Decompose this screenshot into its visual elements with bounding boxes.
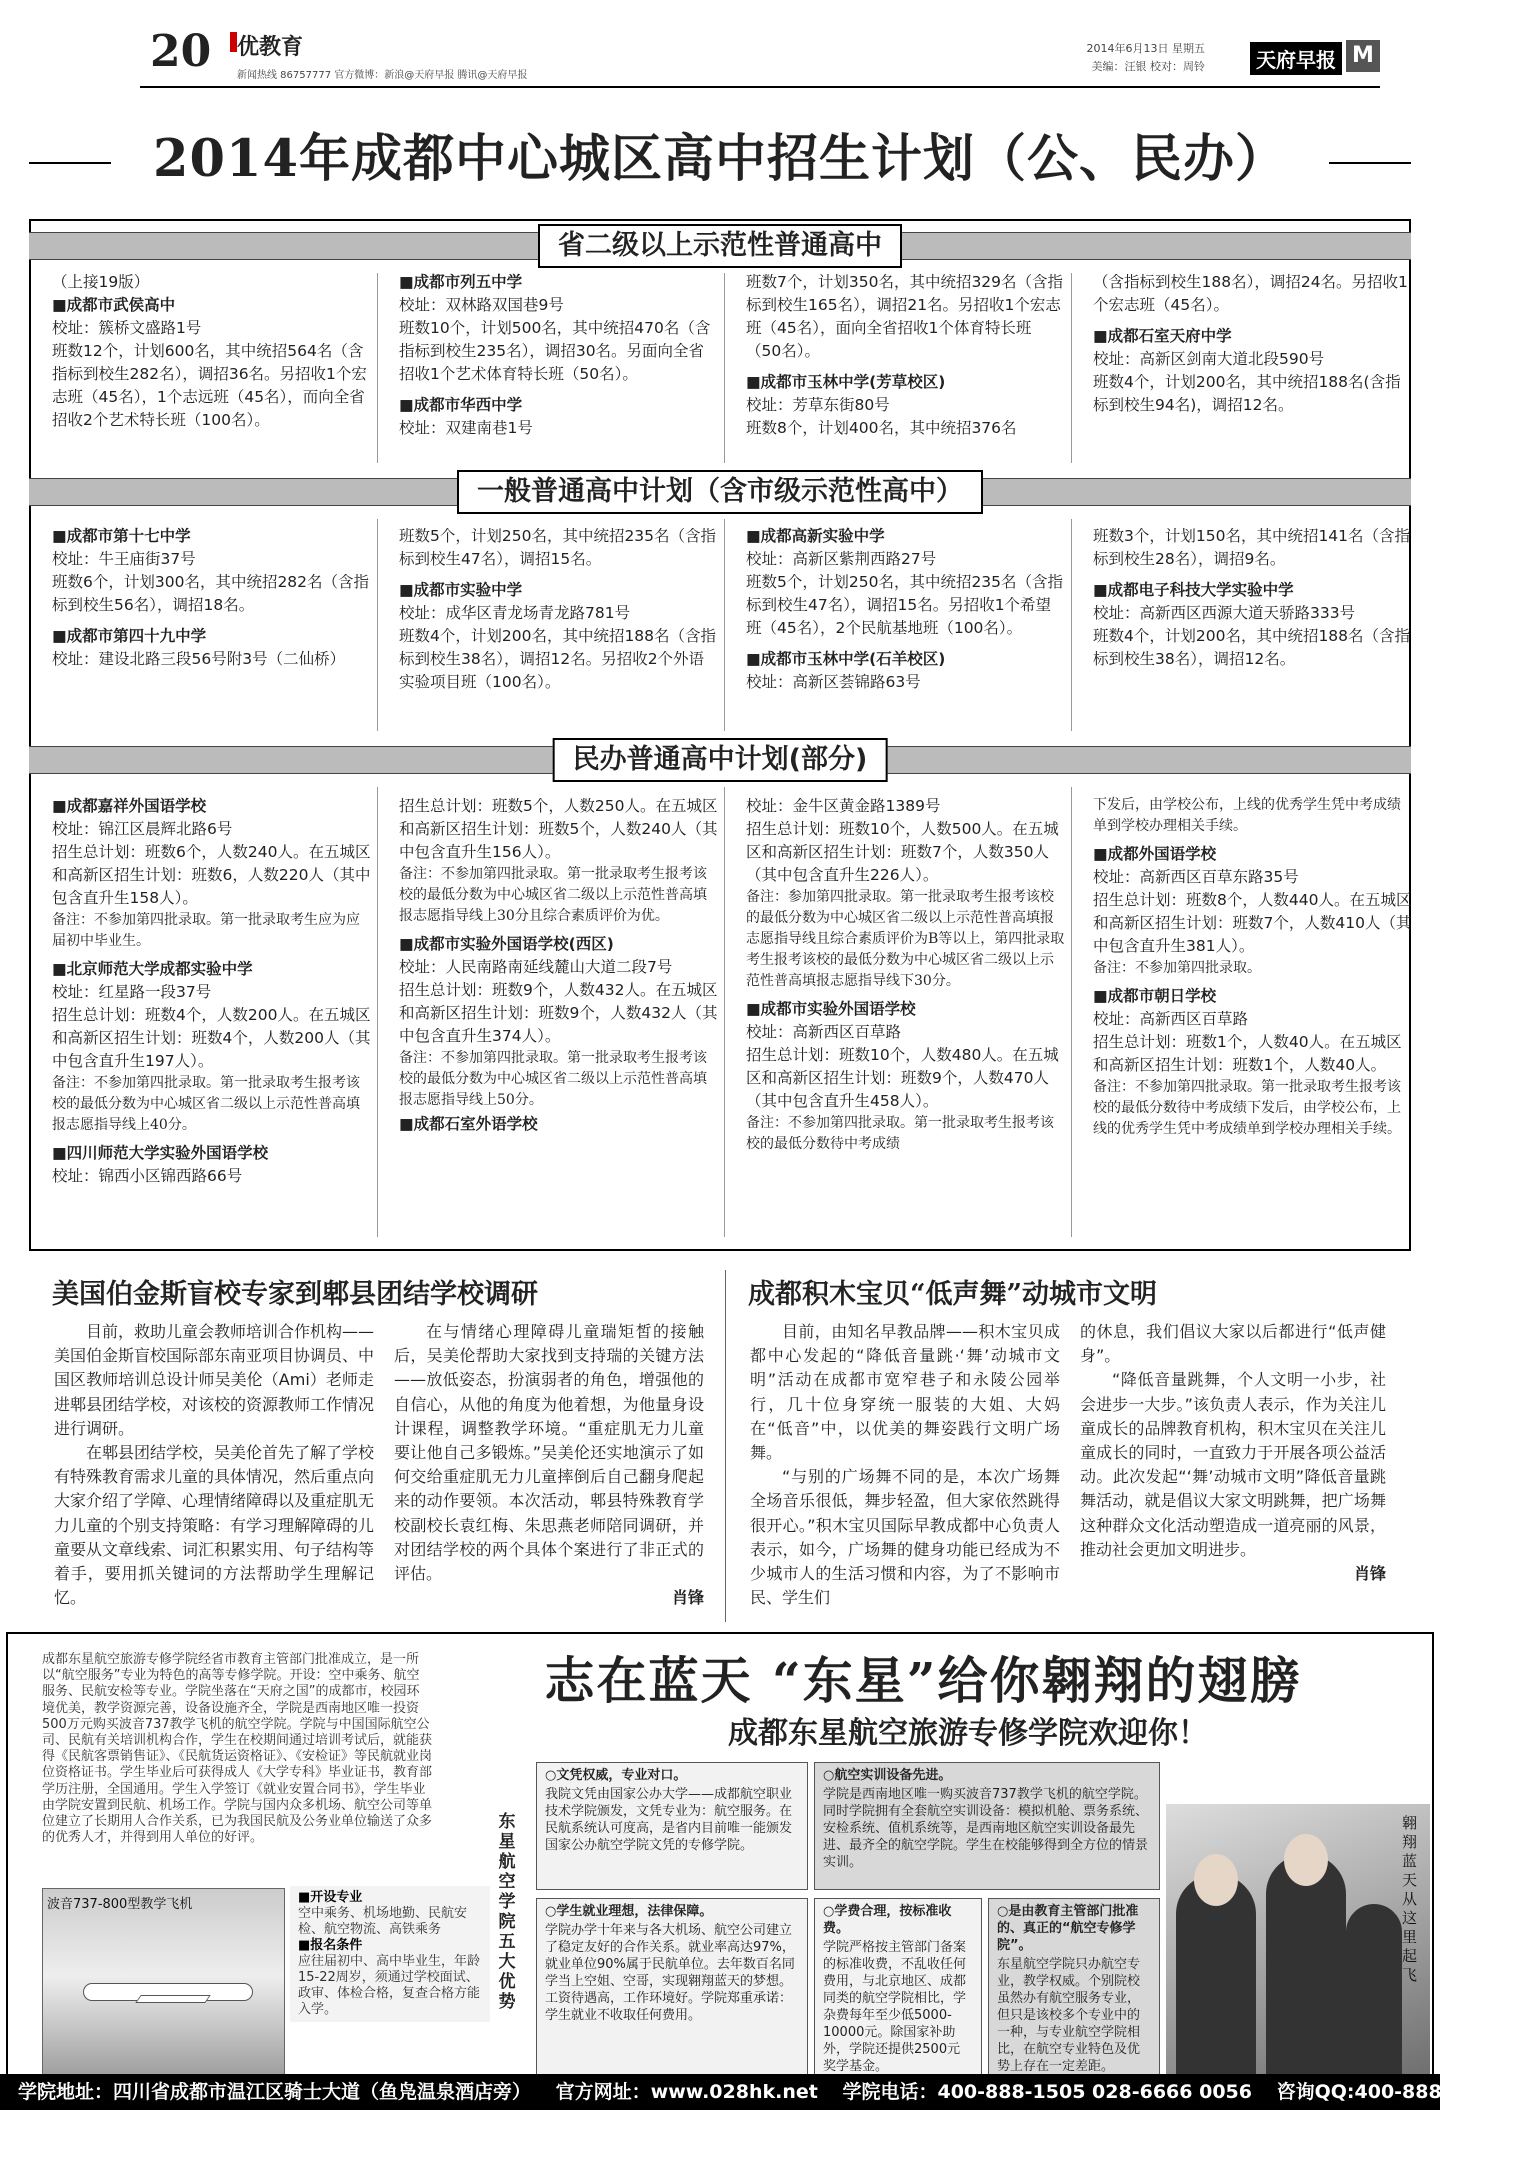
s1-column-1 xyxy=(52,271,372,432)
band-title: 省二级以上示范性普通高中 xyxy=(538,224,902,268)
school-name: ■成都市玉林中学(石羊校区) xyxy=(746,650,946,668)
column-divider xyxy=(724,519,725,731)
school-address: 校址：双建南巷1号 xyxy=(399,419,533,437)
school-name: ■成都市玉林中学(芳草校区) xyxy=(746,373,946,391)
school-note: 备注：不参加第四批录取。 xyxy=(1093,960,1261,976)
ad-conditions-heading: ■报名条件 xyxy=(298,1938,363,1953)
school-name: ■成都嘉祥外国语学校 xyxy=(52,797,207,815)
school-website-link[interactable]: 官方网址：www.028hk.net xyxy=(555,2081,818,2103)
article-byline: 肖锋 xyxy=(671,1588,704,1608)
school-address: 学院地址：四川省成都市温江区骑士大道（鱼凫温泉酒店旁） xyxy=(18,2081,532,2103)
flight-attendants-photo xyxy=(1166,1804,1430,2104)
advantage-heading: ○学费合理，按标准收费。 xyxy=(823,1904,952,1936)
article-paragraph: “降低音量跳舞，个人文明一小步，社会进步一大步。”该负责人表示，作为关注儿童成长的品牌教育机构，积木宝贝在关注儿童成长的同时，一直致力于开展各项公益活动。此次发起“‘舞’动城市文明”降低音量跳舞活动，就是倡议大家文明跳舞，把广场舞这种群众文化活动塑造成一道亮丽的风景，推动社会更加文明进步。 xyxy=(1080,1370,1386,1559)
s3-column-2 xyxy=(399,795,719,1136)
advantage-text: 东星航空学院只办航空专业，教学权威。个别院校虽然办有航空服务专业，但只是该校多个专业中的一种，与专业航空学院相比，在航空专业特色及优势上存在一定差距。 xyxy=(997,1957,1141,2074)
article-paragraph: 在郫县团结学校，吴美伦首先了解了学校有特殊教育需求儿童的具体情况，然后重点向大家介绍了学障、心理情绪障碍以及重症肌无力儿童的个别支持策略：有学习理解障碍的儿童要从文章线索、词汇积累实用、句子结构等着手，要用抓关键词的方法帮助学生理解记忆。 xyxy=(54,1443,375,1608)
school-note: 备注：不参加第四批录取。第一批录取考生应为应届初中毕业生。 xyxy=(52,912,360,949)
hotline-text: 新闻热线 86757777 官方微博：新浪@天府早报 腾讯@天府早报 xyxy=(237,70,528,81)
school-address: 校址：成华区青龙场青龙路781号 xyxy=(399,604,631,622)
attendant-figure xyxy=(1176,1874,1256,2104)
school-address: 校址：锦江区晨辉北路6号 xyxy=(52,820,233,838)
advantage-text: 学院是西南地区唯一购买波音737教学飞机的航空学院。同时学院拥有全套航空实训设备：模拟机舱、票务系统、安检系统、值机系统等，是西南地区航空实训设备最先进、最齐全的航空学院。学生在校能够得到全方位的情景实训。 xyxy=(823,1787,1149,1870)
column-divider xyxy=(724,273,725,463)
column-divider xyxy=(1071,273,1072,463)
school-plan: 班数4个，计划200名，其中统招188名（含指标到校生38名），调招12名。另招收2个外语实验项目班（100名）。 xyxy=(399,627,717,691)
school-plan: 招生总计划：班数1个，人数40人。在五城区和高新区招生计划：班数1个，人数40人。 xyxy=(1093,1033,1402,1074)
column-divider xyxy=(377,787,378,1237)
school-address: 校址：高新西区百草路 xyxy=(746,1023,902,1041)
article-paragraph: 在与情绪心理障碍儿童瑞矩皙的接触后，吴美伦帮助大家找到支持瑞的关键方法——放低姿态，扮演弱者的角色，增强他的自信心，从他的角度为他着想，为他量身设计课程，调整教学环境。“重症肌无力儿童要让他自己多锻炼。”吴美伦还实地演示了如何交给重症肌无力儿童摔倒后自己翻身爬起来的动作要领。本次活动，郫县特殊教育学校副校长袁红梅、朱思燕老师陪同调研，并对团结学校的两个具体个案进行了非正式的评估。 xyxy=(394,1322,704,1584)
s2-column-2 xyxy=(399,525,719,694)
school-plan: 招生总计划：班数6个，人数240人。在五城区和高新区招生计划：班数6，人数220人（其中包含直升生158人）。 xyxy=(52,843,371,907)
advertisement xyxy=(6,1632,1434,2108)
school-plan: 招生总计划：班数4个，人数200人。在五城区和高新区招生计划：班数4个，人数200人（其中包含直升生197人）。 xyxy=(52,1006,371,1070)
column-divider xyxy=(377,519,378,731)
airplane-photo xyxy=(42,1888,285,2084)
school-address: 校址：高新西区西源大道天骄路333号 xyxy=(1093,604,1356,622)
advantage-heading: ○航空实训设备先进。 xyxy=(823,1768,952,1783)
school-phone: 学院电话：400-888-1505 028-6666 0056 xyxy=(842,2081,1252,2103)
s1-column-3 xyxy=(746,271,1066,440)
school-name: ■成都市第四十九中学 xyxy=(52,627,207,645)
airplane-wing-icon xyxy=(135,1995,211,2003)
school-address: 校址：双林路双国巷9号 xyxy=(399,296,564,314)
school-note: 备注：不参加第四批录取。第一批录取考生报考该校的最低分数为中心城区省二级以上示范性普高填报志愿指导线上50分。 xyxy=(399,1050,707,1108)
school-note: 备注：不参加第四批录取。第一批录取考生报考该校的最低分数为中心城区省二级以上示范性普高填报志愿指导线上40分。 xyxy=(52,1075,360,1133)
section-name: 优教育 xyxy=(237,35,304,60)
school-address: 校址：高新区荟锦路63号 xyxy=(746,673,921,691)
ad-subheadline: 成都东星航空旅游专修学院欢迎你！ xyxy=(728,1716,1208,1751)
school-plan: 班数4个，计划200名，其中统招188名（含指标到校生38名），调招12名。 xyxy=(1093,627,1411,668)
main-title: 2014年成都中心城区高中招生计划（公、民办） xyxy=(153,129,1287,189)
column-divider xyxy=(1071,787,1072,1237)
school-address: 校址：建设北路三段56号附3号（二仙桥） xyxy=(52,650,346,668)
column-divider xyxy=(724,787,725,1237)
s1-column-2 xyxy=(399,271,719,440)
s2-column-3 xyxy=(746,525,1066,694)
enrollment-plan-box xyxy=(29,219,1411,1251)
article-paragraph: 目前，由知名早教品牌——积木宝贝成都中心发起的“降低音量跳·‘舞’动城市文明”活动在成都市宽窄巷子和永陵公园举行，几十位身穿统一服装的大姐、大妈在“低音”中，以优美的舞姿践行文明广场舞。 xyxy=(750,1322,1060,1463)
school-address: 校址：人民南路南延线麓山大道二段7号 xyxy=(399,958,673,976)
s3-column-1 xyxy=(52,795,372,1188)
advantage-box-3 xyxy=(536,1898,808,2098)
pilot-figure xyxy=(1266,1854,1346,2104)
school-address: 校址：簇桥文盛路1号 xyxy=(52,319,202,337)
advantage-heading: ○文凭权威，专业对口。 xyxy=(545,1768,687,1783)
band-title: 一般普通高中计划（含市级示范性高中） xyxy=(457,470,983,514)
school-name: ■北京师范大学成都实验中学 xyxy=(52,960,253,978)
school-name: ■成都市列五中学 xyxy=(399,273,523,291)
school-plan: 班数10个，计划500名，其中统招470名（含指标到校生235名），调招30名。另面向全省招收1个艺术体育特长班（50名）。 xyxy=(399,319,711,383)
photo-slogan: 翱翔蓝天从这里起飞 xyxy=(1402,1814,1418,1984)
school-name: ■成都市武侯高中 xyxy=(52,296,176,314)
ad-conditions xyxy=(290,1886,490,2022)
article-2-title: 成都积木宝贝“低声舞”动城市文明 xyxy=(748,1279,1158,1310)
school-plan: 招生总计划：班数5个，人数250人。在五城区和高新区招生计划：班数5个，人数240人（其中包含直升生156人）。 xyxy=(399,797,718,861)
school-name: ■成都市实验外国语学校(西区) xyxy=(399,935,614,953)
advantage-text: 学院办学十年来与各大机场、航空公司建立了稳定友好的合作关系。就业率高达97%，就业单位90%属于民航单位。去年数百名同学当上空姐、空哥，实现翱翔蓝天的梦想。工资待遇高，工作环境好。学院郑重承诺：学生就业不收取任何费用。 xyxy=(545,1923,795,2023)
school-name: ■成都石室外语学校 xyxy=(399,1115,538,1133)
school-plan: 班数4个，计划200名，其中统招188名(含指标到校生94名)，调招12名。 xyxy=(1093,373,1401,414)
editors-line: 美编：汪银 校对：周铃 xyxy=(1091,60,1205,73)
column-divider xyxy=(1071,519,1072,731)
ad-conditions-text: 空中乘务、机场地勤、民航安检、航空物流、高铁乘务 xyxy=(298,1906,468,1937)
school-address: 校址：高新区紫荆西路27号 xyxy=(746,550,937,568)
school-note: 备注：不参加第四批录取。第一批录取考生报考该校的最低分数待中考成绩下发后，由学校公布，上线的优秀学生凭中考成绩单到学校办理相关手续。 xyxy=(1093,1079,1401,1137)
s1-column-4 xyxy=(1093,271,1413,417)
column-divider xyxy=(377,273,378,463)
ad-conditions-heading: ■开设专业 xyxy=(298,1890,363,1905)
article-paragraph: 目前，救助儿童会教师培训合作机构——美国伯金斯盲校国际部东南亚项目协调员、中国区教师培训总设计师吴美伦（Ami）老师走进郫县团结学校，对该校的资源教师工作情况进行调研。 xyxy=(54,1322,375,1438)
s3-column-4 xyxy=(1093,795,1413,1140)
ad-headline: 志在蓝天 “东星”给你翱翔的翅膀 xyxy=(544,1651,1302,1710)
school-name: ■成都市实验外国语学校 xyxy=(746,1000,916,1018)
advantage-text: 我院文凭由国家公办大学——成都航空职业技术学院颁发，文凭专业为：航空服务。在民航系统认可度高，是省内目前唯一能颁发国家公办航空学院文凭的专修学院。 xyxy=(545,1787,793,1853)
s3-column-3 xyxy=(746,795,1066,1155)
school-plan: 班数6个，计划300名，其中统招282名（含指标到校生56名），调招18名。 xyxy=(52,573,370,614)
section-marker xyxy=(230,32,237,52)
school-note: 备注：参加第四批录取。第一批录取考生报考该校的最低分数为中心城区省二级以上示范性普高填报志愿指导线且综合素质评价为B等以上，第四批录取考生报考该校的最低分数为中心城区省二级以上示范性普高填报志愿指导线下30分。 xyxy=(746,889,1065,989)
school-name: ■成都市朝日学校 xyxy=(1093,987,1217,1005)
article-1-title: 美国伯金斯盲校专家到郫县团结学校调研 xyxy=(52,1279,538,1310)
school-plan: 班数8个，计划400名，其中统招376名 xyxy=(746,419,1017,437)
school-note: 下发后，由学校公布，上线的优秀学生凭中考成绩单到学校办理相关手续。 xyxy=(1093,797,1401,834)
band-provincial xyxy=(29,232,1411,260)
school-note: 备注：不参加第四批录取。第一批录取考生报考该校的最低分数待中考成绩 xyxy=(746,1115,1054,1152)
continuation-note: （上接19版） xyxy=(52,273,150,291)
s2-column-4 xyxy=(1093,525,1413,671)
article-divider xyxy=(725,1270,726,1622)
advantage-box-2 xyxy=(814,1762,1160,1890)
school-contact-bar xyxy=(0,2074,1503,2110)
advantage-heading: ○学生就业理想，法律保障。 xyxy=(545,1904,713,1919)
school-name: ■成都市第十七中学 xyxy=(52,527,191,545)
school-plan: 班数7个，计划350名，其中统招329名（含指标到校生165名），调招21名。另招收1个宏志班（45名），面向全省招收1个体育特长班（50名）。 xyxy=(746,273,1064,360)
school-note: 备注：不参加第四批录取。第一批录取考生报考该校的最低分数为中心城区省二级以上示范性普高填报志愿指导线上30分且综合素质评价为优。 xyxy=(399,866,707,924)
school-name: ■成都外国语学校 xyxy=(1093,845,1217,863)
article-2-column-2 xyxy=(1080,1320,1386,1586)
school-plan: 班数12个，计划600名，其中统招564名（含指标到校生282名），调招36名。另招收1个宏志班（45名），1个志远班（45名），而向全省招收2个艺术特长班（100名）。 xyxy=(52,342,367,429)
ad-conditions-text: 应往届初中、高中毕业生，年龄15-22周岁，须通过学校面试、政审、体检合格，复查合格方能入学。 xyxy=(298,1954,481,2017)
article-2-column-1 xyxy=(750,1320,1060,1610)
airplane-caption: 波音737-800型教学飞机 xyxy=(47,1897,193,1912)
school-address: 校址：锦西小区锦西路66号 xyxy=(52,1167,243,1185)
school-qq: 咨询QQ:400-888-1505 xyxy=(1276,2081,1503,2103)
advantage-heading: ○是由教育主管部门批准的、真正的“航空专修学院”。 xyxy=(997,1904,1139,1953)
school-address: 校址：红星路一段37号 xyxy=(52,983,212,1001)
advantage-text: 学院严格按主管部门备案的标准收费，不乱收任何费用，与北京地区、成都同类的航空学院相比，学杂费每年至少低5000-10000元。除国家补助外，学院还提供2500元奖学基金。 xyxy=(823,1940,967,2074)
school-plan: 班数5个，计划250名，其中统招235名（含指标到校生47名），调招15名。另招收1个希望班（45名），2个民航基地班（100名）。 xyxy=(746,573,1064,637)
school-name: ■四川师范大学实验外国语学校 xyxy=(52,1144,269,1162)
attendant-head xyxy=(1194,1854,1238,1906)
issue-date: 2014年6月13日 星期五 xyxy=(1086,42,1205,55)
s2-column-1 xyxy=(52,525,372,671)
pilot-head xyxy=(1284,1834,1328,1886)
school-address: 校址：高新区剑南大道北段590号 xyxy=(1093,350,1325,368)
page-number: 20 xyxy=(150,26,212,77)
school-plan: 招生总计划：班数10个，人数500人。在五城区和高新区招生计划：班数7个，人数350人（其中包含直升生226人）。 xyxy=(746,820,1059,884)
advantage-box-4 xyxy=(814,1898,982,2098)
header-rule xyxy=(140,86,1380,88)
article-paragraph: 的休息，我们倡议大家以后都进行“低声健身”。 xyxy=(1080,1322,1386,1366)
advantage-box-5 xyxy=(988,1898,1160,2098)
school-address: 校址：金牛区黄金路1389号 xyxy=(746,797,941,815)
school-name: ■成都市华西中学 xyxy=(399,396,523,414)
school-plan: 班数3个，计划150名，其中统招141名（含指标到校生28名），调招9名。 xyxy=(1093,527,1411,568)
school-address: 校址：高新西区百草东路35号 xyxy=(1093,868,1299,886)
article-1-column-2 xyxy=(394,1320,704,1610)
ad-vertical-label: 东星航空学院五大优势 xyxy=(498,1812,516,2012)
school-plan: 招生总计划：班数10个，人数480人。在五城区和高新区招生计划：班数9个，人数470人（其中包含直升生458人）。 xyxy=(746,1046,1059,1110)
advantage-box-1 xyxy=(536,1762,808,1890)
page-header xyxy=(140,26,1380,84)
school-plan: 班数5个，计划250名，其中统招235名（含指标到校生47名），调招15名。 xyxy=(399,527,717,568)
school-address: 校址：芳草东街80号 xyxy=(746,396,890,414)
newspaper-logo: 天府早报 xyxy=(1250,42,1342,75)
school-name: ■成都市实验中学 xyxy=(399,581,523,599)
school-plan: 招生总计划：班数9个，人数432人。在五城区和高新区招生计划：班数9个，人数432人（其中包含直升生374人）。 xyxy=(399,981,718,1045)
ad-intro-text: 成都东星航空旅游专修学院经省市教育主管部门批准成立，是一所以“航空服务”专业为特色的高等专修学院。开设：空中乘务、航空服务、民航安检等专业。学院坐落在“天府之国”的成都市，校园环境优美，教学资源完善，设备设施齐全，学院是西南地区唯一投资500万元购买波音737教学飞机的航空学院。学院与中国国际航空公司、民航有关培训机构合作，学生在校期间通过培训考试后，就能获得《民航客票销售证》、《民航货运资格证》、《安检证》等民航就业岗位资格证书。学生毕业后可获得成人《大学专科》毕业证书，教育部学历注册，全国通用。学生入学签订《就业安置合同书》，学生毕业由学院安置到民航、机场工作。学院与国内众多机场、航空公司等单位建立了长期用人合作关系，已为我国民航及公务业单位输送了众多的优秀人才，并得到用人单位的好评。 xyxy=(42,1652,433,1846)
school-address: 校址：牛王庙街37号 xyxy=(52,550,196,568)
band-general xyxy=(29,478,1411,506)
school-name: ■成都石室天府中学 xyxy=(1093,327,1232,345)
article-byline: 肖锋 xyxy=(1353,1564,1386,1584)
article-paragraph: “与别的广场舞不同的是，本次广场舞全场音乐很低，舞步轻盈，但大家依然跳得很开心。”积木宝贝国际早教成都中心负责人表示，如今，广场舞的健身功能已经成为不少城市人的生活习惯和内容，为了不影响市民、学生们 xyxy=(750,1467,1060,1608)
school-name: ■成都电子科技大学实验中学 xyxy=(1093,581,1294,599)
school-address: 校址：高新西区百草路 xyxy=(1093,1010,1249,1028)
band-private xyxy=(29,746,1411,774)
band-title: 民办普通高中计划(部分) xyxy=(553,738,888,782)
school-name: ■成都高新实验中学 xyxy=(746,527,885,545)
brand-mark-icon: M xyxy=(1346,40,1380,72)
article-1-column-1 xyxy=(54,1320,374,1610)
school-plan: 招生总计划：班数8个，人数440人。在五城区和高新区招生计划：班数7个，人数410人（其中包含直升生381人）。 xyxy=(1093,891,1412,955)
school-plan: （含指标到校生188名），调招24名。另招收1个宏志班（45名）。 xyxy=(1093,273,1408,314)
